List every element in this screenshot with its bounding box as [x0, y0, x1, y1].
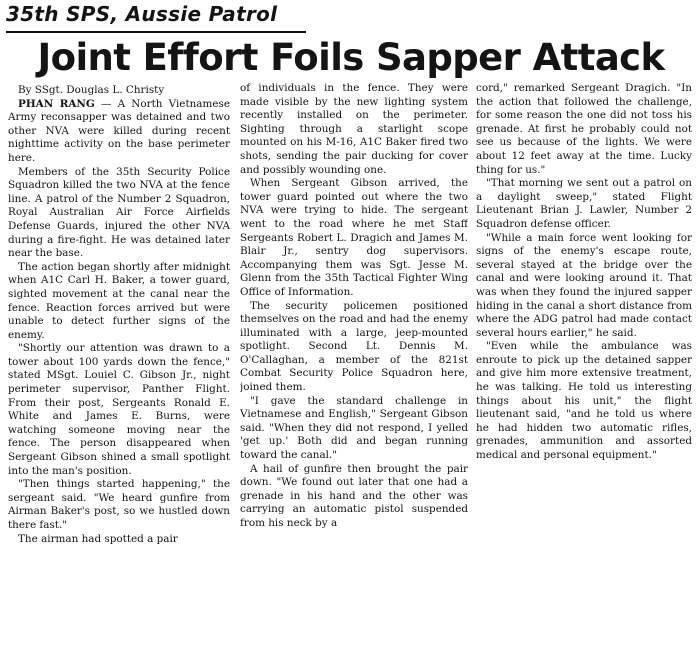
- headline: Joint Effort Foils Sapper Attack: [37, 36, 665, 79]
- lead-text: — A North Vietnamese Army reconsapper was detained and two other NVA were killed during recent nighttime activity on the base perimeter here.: [8, 97, 230, 164]
- article-column-3: [476, 82, 692, 660]
- article-paragraph: The airman had spotted a pair: [18, 532, 178, 545]
- article-paragraph: "While a main force went looking for signs of the enemy's escape route, several stayed at the bridge over the canal and were looking around it. That was when they found the injured sapper hiding in the canal a short distance from where the ADG patrol had made contact several hours earlier," he said.: [476, 231, 692, 339]
- article-column-1: [8, 84, 230, 662]
- article-paragraph: The security policemen positioned themselves on the road and had the enemy illuminated with a large, jeep-mounted spotlight. Second Lt. Dennis M. O'Callaghan, a member of the 821st Combat Security Police Squadron here, joined them.: [240, 299, 468, 394]
- article-column-2: [240, 82, 468, 660]
- dateline: PHAN RANG: [18, 97, 95, 110]
- article-paragraph: When Sergeant Gibson arrived, the tower guard pointed out where the two NVA were trying to hide. The sergeant went to the road where he met Staff Sergeants Robert L. Dragich and James M. Blair Jr., sentry dog supervisors. Accompanying them was Sgt. Jesse M. Glenn from the 35th Tactical Fighter Wing Office of Information.: [240, 177, 468, 298]
- article-paragraph: cord," remarked Sergeant Dragich. "In the action that followed the challenge, for some reason the one did not toss his grenade. At first he probably could not see us because of the lights. We were about 12 feet away at the time. Lucky thing for us.": [476, 82, 692, 176]
- article-paragraph: The action began shortly after midnight when A1C Carl H. Baker, a tower guard, sighted movement at the canal near the fence. Reaction forces arrived but were unable to detect further signs of the enemy.: [8, 260, 230, 341]
- article-paragraph: of individuals in the fence. They were made visible by the new lighting system recently installed on the perimeter. Sighting through a starlight scope mounted on his M-16, A1C Baker fired two shots, sending the pair ducking for cover and possibly wounding one.: [240, 82, 468, 176]
- article-paragraph: "Even while the ambulance was enroute to pick up the detained sapper and give him more extensive treatment, he was talking. He told us interesting things about his unit," the flight lieutenant said, "and he told us where he had hidden two automatic rifles, grenades, ammunition and assorted medical and personal equipment.": [476, 340, 692, 462]
- article-paragraph: "I gave the standard challenge in Vietnamese and English," Sergeant Gibson said. "When they did not respond, I yelled 'get up.' Both did and began running toward the canal.": [240, 394, 468, 462]
- article-paragraph: "Then things started happening," the sergeant said. "We heard gunfire from Airman Baker's post, so we hustled down there fast.": [8, 478, 230, 531]
- article-paragraph: "That morning we sent out a patrol on a daylight sweep," stated Flight Lieutenant Brian J. Lawler, Number 2 Squadron defense officer.: [476, 177, 692, 230]
- byline: By SSgt. Douglas L. Christy: [18, 84, 165, 96]
- article-paragraph: "Shortly our attention was drawn to a tower about 100 yards down the fence," stated MSgt. Louiel C. Gibson Jr., night perimeter supervisor, Panther Flight. From their post, Sergeants Ronald E. White and James E. Burns, were watching someone moving near the fence. The person disappeared when Sergeant Gibson shined a small spotlight into the man's position.: [8, 342, 230, 477]
- article-paragraph: Members of the 35th Security Police Squadron killed the two NVA at the fence line. A patrol of the Number 2 Squadron, Royal Australian Air Force Airfields Defense Guards, injured the other NVA during a fire-fight. He was detained later near the base.: [8, 165, 230, 260]
- section-kicker: 35th SPS, Aussie Patrol: [6, 0, 306, 33]
- article-paragraph: A hail of gunfire then brought the pair down. "We found out later that one had a grenade in his hand and the other was carrying an automatic pistol suspended from his neck by a: [240, 462, 468, 529]
- lead-paragraph: [8, 98, 230, 166]
